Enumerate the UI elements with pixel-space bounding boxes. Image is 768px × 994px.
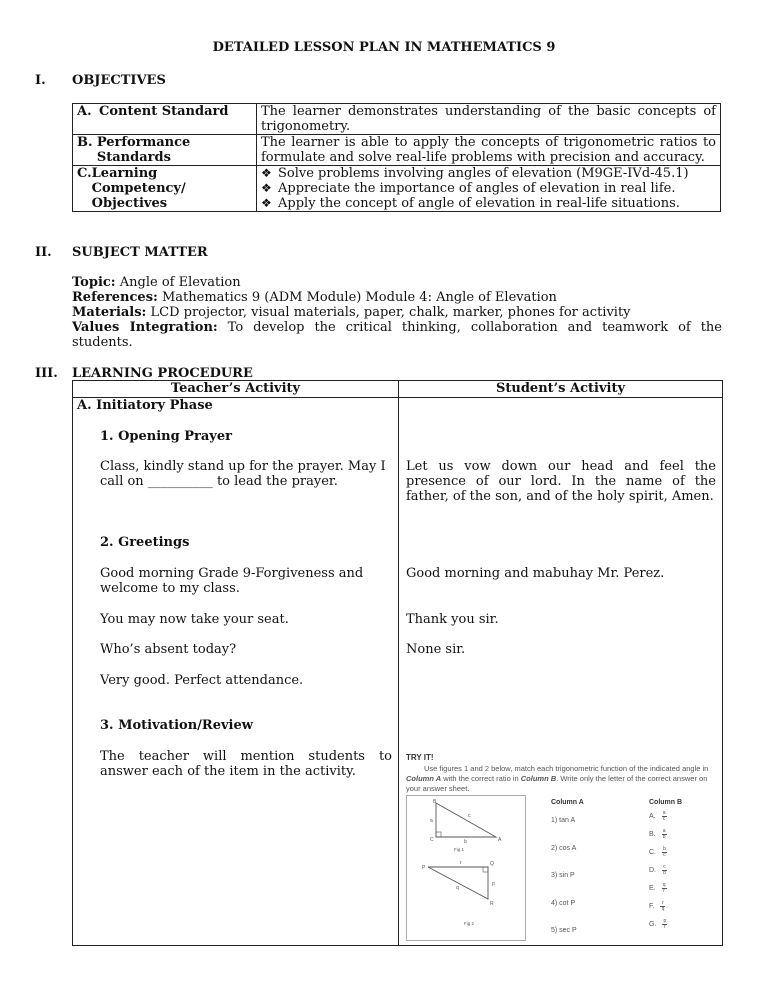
objectives-table	[72, 103, 721, 212]
fig2-caption: Fig 2	[464, 921, 475, 926]
column-b-list	[649, 811, 689, 939]
teacher-motivation-text: The teacher will mention students to answer each of the item in the activity.	[100, 749, 392, 779]
fig2-label: q	[456, 885, 459, 891]
column-a-item: 1) tan A	[551, 817, 576, 824]
document-title: DETAILED LESSON PLAN IN MATHEMATICS 9	[212, 40, 556, 55]
column-b-item: D. c b	[649, 864, 666, 876]
column-b-header: Column B	[649, 799, 683, 806]
column-b-item: E. q r	[649, 882, 666, 894]
fig1-label: a	[430, 818, 433, 824]
column-a-item: 2) cos A	[551, 845, 577, 852]
objective-letter: C.	[77, 166, 92, 181]
objective-text: The learner demonstrates understanding of the basic concepts of trigonometry.	[257, 104, 721, 135]
diamond-bullet-icon: ❖	[261, 181, 272, 195]
fig1-label: C	[430, 837, 434, 843]
student-prayer-text: Let us vow down our head and feel the presence of our lord. In the name of the father, of the son, and of the holy spirit, Amen.	[406, 459, 716, 504]
section-3-title: LEARNING PROCEDURE	[72, 366, 253, 381]
column-b-item: C. b c	[649, 846, 666, 858]
teacher-seat-text: You may now take your seat.	[100, 612, 289, 627]
teacher-activity-header: Teacher’s Activity	[170, 381, 301, 396]
opening-prayer-heading: 1. Opening Prayer	[100, 429, 232, 444]
section-2-title: SUBJECT MATTER	[72, 245, 208, 260]
try-it-instructions: Use figures 1 and 2 below, match each trigonometric function of the indicated angle in Column A with the correct ratio in Column B. Write only the letter of the correct answer on your answer sheet.	[406, 764, 709, 793]
try-it-activity-image	[406, 751, 718, 941]
fig2-label: P	[422, 865, 426, 871]
teacher-prayer-text: Class, kindly stand up for the prayer. May I call on __________ to lead the prayer.	[100, 459, 386, 489]
column-a-item: 3) sin P	[551, 872, 575, 879]
values-line: Values Integration: To develop the critical thinking, collaboration and teamwork of the students.	[72, 320, 722, 350]
objective-label: Content Standard	[99, 104, 229, 119]
student-seat-text: Thank you sir.	[406, 612, 499, 627]
objective-label: Learning Competency/ Objectives	[91, 166, 186, 211]
teacher-absent-text: Who’s absent today?	[100, 642, 237, 657]
triangle-figures	[406, 795, 526, 941]
objective-row-competency	[73, 166, 721, 212]
fig2-label: p	[492, 881, 495, 887]
fig2-label: R	[490, 901, 494, 907]
motivation-heading: 3. Motivation/Review	[100, 718, 253, 733]
student-activity-header: Student’s Activity	[495, 381, 626, 396]
section-2-number: II.	[35, 245, 52, 260]
diamond-bullet-icon: ❖	[261, 166, 272, 180]
fig1-label: c	[468, 813, 471, 819]
fig1-label: A	[498, 837, 502, 843]
greetings-heading: 2. Greetings	[100, 535, 190, 550]
column-b-item: F. r q	[649, 900, 665, 912]
procedure-table	[72, 380, 723, 946]
fig1-label: b	[464, 839, 467, 845]
objective-bullet: Solve problems involving angles of elevation (M9GE-IVd-45.1)	[278, 166, 689, 181]
materials-line: Materials: LCD projector, visual materials, paper, chalk, marker, phones for activity	[72, 305, 631, 320]
column-a-item: 4) cot P	[551, 900, 576, 907]
objective-row-content	[73, 104, 721, 135]
references-line: References: Mathematics 9 (ADM Module) Module 4: Angle of Elevation	[72, 290, 557, 305]
diamond-bullet-icon: ❖	[261, 196, 272, 210]
student-absent-text: None sir.	[406, 642, 466, 657]
section-1-title: OBJECTIVES	[72, 73, 166, 88]
objective-letter: B.	[77, 135, 93, 150]
column-b-item: A. a c	[649, 810, 666, 822]
column-b-item: B. a b	[649, 828, 666, 840]
fig1-label: B	[433, 799, 437, 805]
objective-row-performance	[73, 135, 721, 166]
column-a-header: Column A	[551, 799, 584, 806]
objective-label: Performance Standards	[96, 135, 191, 165]
fig2-label: Q	[490, 861, 494, 867]
fig1-caption: Fig 1	[454, 847, 465, 852]
objective-letter: A.	[77, 104, 92, 119]
try-it-heading: TRY IT!	[406, 753, 434, 762]
section-1-number: I.	[35, 73, 46, 88]
section-3-number: III.	[35, 366, 58, 381]
teacher-greet-text: Good morning Grade 9-Forgiveness and welcome to my class.	[100, 566, 364, 596]
column-b-item: G. p r	[649, 918, 667, 930]
objective-bullet: Appreciate the importance of angles of elevation in real life.	[278, 181, 676, 196]
student-greet-text: Good morning and mabuhay Mr. Perez.	[406, 566, 665, 581]
objective-text: The learner is able to apply the concepts of trigonometric ratios to formulate and solve real-life problems with precision and accuracy.	[257, 135, 721, 166]
teacher-attendance-text: Very good. Perfect attendance.	[100, 673, 304, 688]
phase-heading: A. Initiatory Phase	[77, 398, 213, 413]
fig2-label: r	[460, 860, 462, 866]
topic-line: Topic: Angle of Elevation	[72, 275, 241, 290]
objective-bullet: Apply the concept of angle of elevation in real-life situations.	[278, 196, 680, 211]
column-a-item: 5) sec P	[551, 927, 577, 934]
